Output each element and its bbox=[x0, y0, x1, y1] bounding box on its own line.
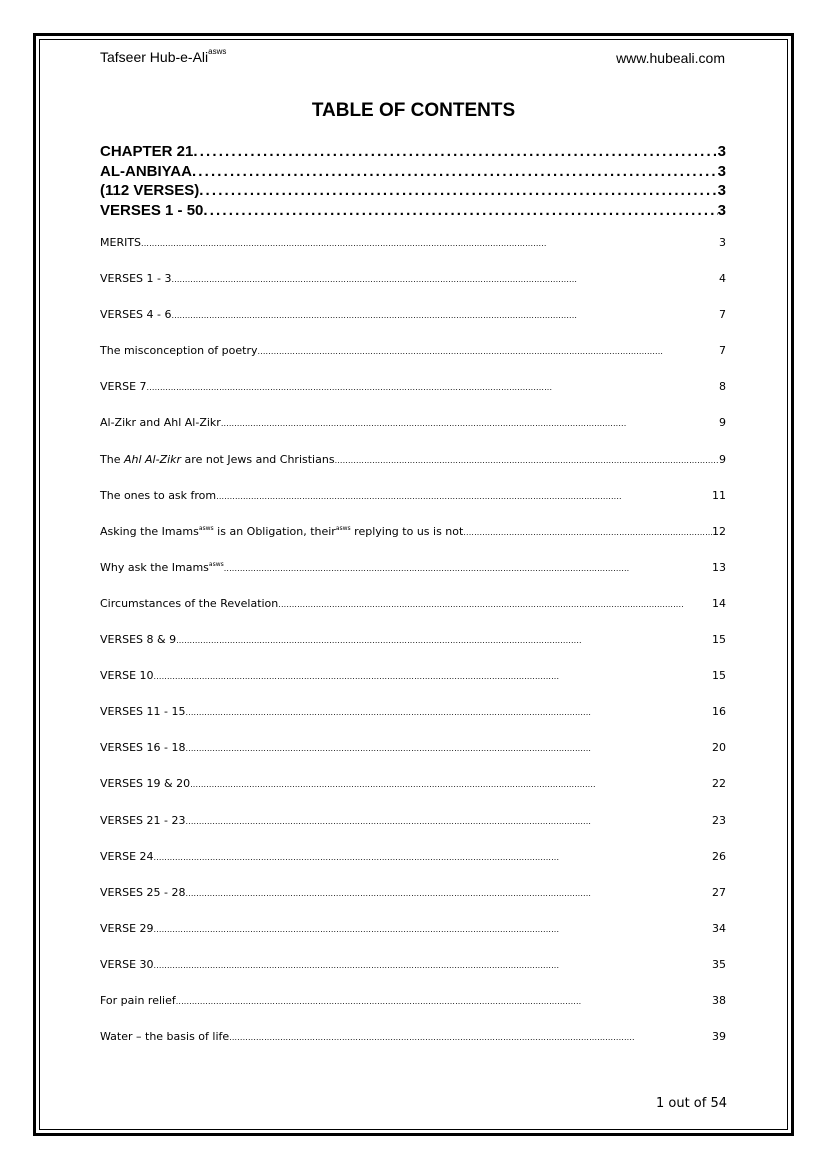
toc-entry-row[interactable] bbox=[100, 884, 726, 920]
toc-entry-title-part: Asking the Imams bbox=[100, 524, 199, 538]
toc-entry-title-part: are not Jews and Christians bbox=[181, 452, 335, 466]
toc-entry-title bbox=[100, 451, 335, 469]
dot-leader bbox=[172, 306, 720, 325]
toc-entry-title: VERSE 10 bbox=[100, 669, 154, 683]
toc-chapter-row[interactable] bbox=[100, 181, 726, 201]
toc-entry-row[interactable] bbox=[100, 1028, 726, 1064]
toc-entry-title: The ones to ask from bbox=[100, 488, 217, 502]
toc-entry-row[interactable] bbox=[100, 992, 726, 1028]
dot-leader bbox=[141, 234, 719, 253]
toc-page-number: 22 bbox=[712, 777, 726, 791]
dot-leader bbox=[203, 201, 717, 221]
dot-leader bbox=[216, 487, 712, 506]
toc-page-number: 8 bbox=[719, 380, 726, 394]
toc-entry-title: VERSES 21 - 23 bbox=[100, 813, 186, 827]
toc-chapter-row[interactable] bbox=[100, 162, 726, 182]
toc-chapter-row[interactable] bbox=[100, 142, 726, 162]
dot-leader bbox=[193, 142, 717, 162]
toc-entry-title: VERSE 29 bbox=[100, 921, 154, 935]
toc-page-number: 20 bbox=[712, 741, 726, 755]
toc-entry-row[interactable] bbox=[100, 667, 726, 703]
toc-entry-title-part: Why ask the Imams bbox=[100, 560, 209, 574]
dot-leader bbox=[192, 162, 718, 182]
toc-entry-row[interactable] bbox=[100, 739, 726, 775]
toc-entry-title: Circumstances of the Revelation bbox=[100, 596, 279, 610]
toc-page-number: 16 bbox=[712, 705, 726, 719]
toc-entry-title: VERSE 24 bbox=[100, 849, 154, 863]
page-indicator: 1 out of 54 bbox=[655, 1096, 727, 1111]
toc-entry-row[interactable] bbox=[100, 270, 726, 306]
toc-entry-title: VERSES 19 & 20 bbox=[100, 777, 191, 791]
toc-title: TABLE OF CONTENTS bbox=[311, 100, 516, 121]
toc-entry-title bbox=[100, 559, 224, 577]
toc-chapter-title: VERSES 1 - 50 bbox=[100, 201, 204, 219]
dot-leader bbox=[186, 812, 713, 831]
superscript-asws: asws bbox=[198, 524, 214, 532]
toc-page-number: 3 bbox=[719, 236, 726, 249]
dot-leader bbox=[463, 523, 712, 542]
toc-page-number: 3 bbox=[717, 143, 726, 160]
header-title-text: Tafseer Hub-e-Ali bbox=[100, 49, 209, 65]
dot-leader bbox=[278, 595, 712, 614]
toc-entry-title: Water – the basis of life bbox=[100, 1030, 230, 1044]
toc-page-number: 12 bbox=[712, 524, 726, 538]
toc-entry-title: VERSES 8 & 9 bbox=[100, 633, 177, 647]
toc-entry-title: MERITS bbox=[100, 236, 142, 249]
toc-entry-title: The misconception of poetry bbox=[100, 344, 258, 358]
toc-entry-row[interactable] bbox=[100, 920, 726, 956]
toc-page-number: 15 bbox=[712, 633, 726, 647]
toc-chapter-title: (112 VERSES) bbox=[100, 182, 200, 199]
toc-page-number: 3 bbox=[717, 162, 726, 180]
toc-page-number: 35 bbox=[712, 957, 726, 971]
toc-page-number: 23 bbox=[712, 813, 726, 827]
dot-leader bbox=[176, 631, 712, 650]
dot-leader bbox=[224, 559, 712, 578]
dot-leader bbox=[147, 378, 719, 397]
superscript-asws: asws bbox=[208, 560, 224, 568]
toc-entry-list bbox=[100, 234, 726, 1064]
header-book-title bbox=[100, 49, 226, 65]
toc-entry-title-italic: Ahl Al-Zikr bbox=[123, 452, 182, 466]
dot-leader bbox=[258, 342, 720, 361]
toc-page-number: 3 bbox=[717, 201, 726, 219]
toc-entry-title bbox=[100, 523, 463, 541]
dot-leader bbox=[190, 775, 712, 794]
superscript-asws: asws bbox=[335, 524, 351, 532]
toc-entry-row[interactable] bbox=[100, 523, 726, 559]
toc-entry-title-part: The bbox=[100, 452, 124, 466]
toc-page-number: 38 bbox=[712, 993, 726, 1007]
toc-page-number: 34 bbox=[712, 921, 726, 935]
toc-page-number: 39 bbox=[712, 1030, 726, 1044]
toc-entry-title-part: is an Obligation, their bbox=[213, 524, 336, 538]
dot-leader bbox=[186, 884, 713, 903]
toc-entry-title: VERSE 7 bbox=[100, 380, 147, 394]
toc-entry-row[interactable] bbox=[100, 487, 726, 523]
toc-entry-title-part: replying to us is not bbox=[350, 524, 464, 538]
toc-entry-row[interactable] bbox=[100, 378, 726, 414]
toc-chapter-title: AL-ANBIYAA bbox=[100, 162, 192, 180]
toc-entry-row[interactable] bbox=[100, 451, 726, 487]
dot-leader bbox=[172, 270, 720, 289]
toc-page-number: 26 bbox=[712, 849, 726, 863]
toc-entry-title: VERSES 1 - 3 bbox=[100, 272, 172, 286]
toc-entry-row[interactable] bbox=[100, 631, 726, 667]
toc-page-number: 7 bbox=[719, 308, 726, 322]
dot-leader bbox=[229, 1028, 712, 1047]
toc-page-number: 14 bbox=[712, 596, 726, 610]
dot-leader bbox=[199, 181, 717, 201]
toc-entry-title: VERSES 11 - 15 bbox=[100, 705, 186, 719]
toc-entry-row[interactable] bbox=[100, 342, 726, 378]
dot-leader bbox=[154, 920, 712, 939]
toc-page-number: 27 bbox=[712, 885, 726, 899]
toc-page-number: 11 bbox=[712, 488, 726, 502]
toc-page-number: 9 bbox=[719, 452, 726, 466]
toc-entry-row[interactable] bbox=[100, 234, 726, 270]
dot-leader bbox=[154, 956, 712, 975]
toc-entry-row[interactable] bbox=[100, 775, 726, 811]
toc-page-number: 13 bbox=[712, 560, 726, 574]
header-title-superscript: asws bbox=[208, 47, 227, 56]
toc-entry-title: VERSES 25 - 28 bbox=[100, 885, 186, 899]
toc-entry-row[interactable] bbox=[100, 306, 726, 342]
toc-page-number: 9 bbox=[719, 416, 726, 430]
toc-entry-row[interactable] bbox=[100, 414, 726, 450]
chapter-list bbox=[100, 142, 726, 220]
toc-entry-title: VERSES 16 - 18 bbox=[100, 741, 186, 755]
toc-entry-row[interactable] bbox=[100, 812, 726, 848]
toc-entry-row[interactable] bbox=[100, 848, 726, 884]
toc-entry-title: VERSES 4 - 6 bbox=[100, 308, 172, 322]
dot-leader bbox=[221, 414, 719, 433]
toc-chapter-title: CHAPTER 21 bbox=[100, 143, 194, 160]
toc-entry-row[interactable] bbox=[100, 595, 726, 631]
toc-entry-row[interactable] bbox=[100, 956, 726, 992]
dot-leader bbox=[335, 451, 719, 470]
dot-leader bbox=[186, 703, 713, 722]
toc-entry-title: Al-Zikr and Ahl Al-Zikr bbox=[100, 416, 221, 430]
toc-page-number: 7 bbox=[719, 344, 726, 358]
dot-leader bbox=[176, 992, 712, 1011]
toc-entry-title: For pain relief bbox=[100, 993, 176, 1007]
toc-chapter-row[interactable] bbox=[100, 201, 726, 221]
dot-leader bbox=[154, 848, 712, 867]
dot-leader bbox=[154, 667, 712, 686]
toc-page-number: 3 bbox=[717, 182, 726, 199]
dot-leader bbox=[186, 739, 713, 758]
toc-entry-row[interactable] bbox=[100, 703, 726, 739]
toc-entry-title: VERSE 30 bbox=[100, 957, 154, 971]
toc-page-number: 4 bbox=[719, 272, 726, 286]
toc-page-number: 15 bbox=[712, 669, 726, 683]
toc-entry-row[interactable] bbox=[100, 559, 726, 595]
header-website: www.hubeali.com bbox=[616, 50, 725, 66]
